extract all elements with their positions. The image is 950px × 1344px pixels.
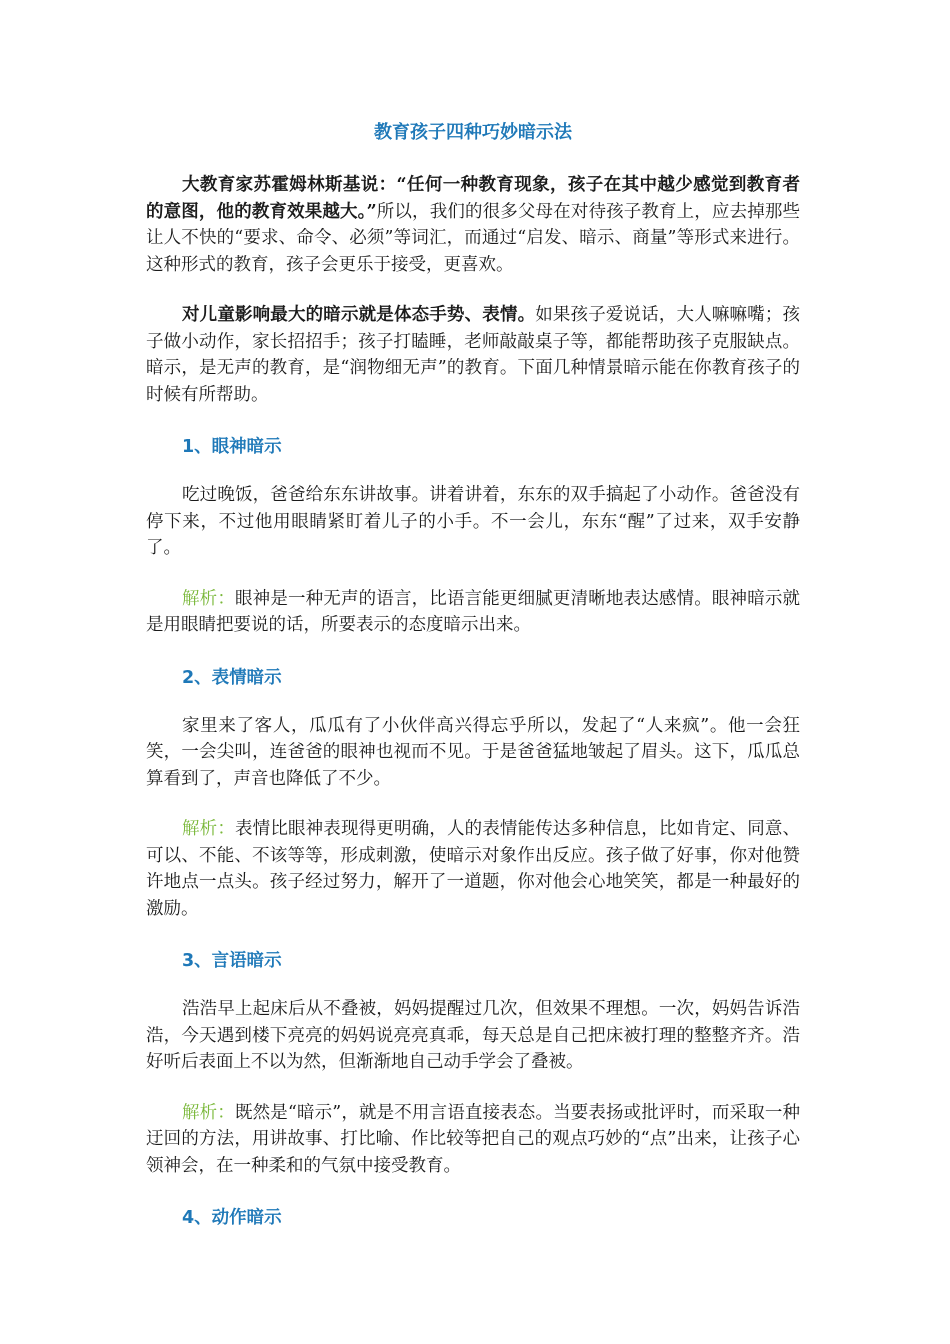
intro-paragraph-2	[146, 302, 800, 408]
analysis-text: 表情比眼神表现得更明确，人的表情能传达多种信息，比如肯定、同意、可以、不能、不该等等，形成刺激，使暗示对象作出反应。孩子做了好事，你对他赞许地点一点头。孩子经过努力，解开了一道题，你对他会心地笑笑，都是一种最好的激励。	[146, 819, 801, 919]
section-story-expression: 家里来了客人，瓜瓜有了小伙伴高兴得忘乎所以，发起了“人来疯”。他一会狂笑，一会尖叫，连爸爸的眼神也视而不见。于是爸爸猛地皱起了眉头。这下，瓜瓜总算看到了，声音也降低了不少。	[146, 715, 800, 789]
section-story-eye: 吃过晚饭，爸爸给东东讲故事。讲着讲着，东东的双手搞起了小动作。爸爸没有停下来，不过他用眼睛紧盯着儿子的小手。不一会儿，东东“醒”了过来，双手安静了。	[146, 485, 800, 558]
section-heading-eye: 1、眼神暗示	[182, 437, 282, 457]
section-story-speech: 浩浩早上起床后从不叠被，妈妈提醒过几次，但效果不理想。一次，妈妈告诉浩浩，今天遇到楼下亮亮的妈妈说亮亮真乖，每天总是自己把床被打理的整整齐齐。浩好听后表面上不以为然，但渐渐地自己动手学会了叠被。	[146, 999, 800, 1072]
intro-1-bold-quote: 大教育家苏霍姆林斯基说：“任何一种教育现象，孩子在其中越少感觉到教育者的意图，他的教育效果越大。”	[146, 175, 800, 222]
intro-1-text: 所以，我们的很多父母在对待孩子教育上，应去掉那些让人不快的“要求、命令、必须”等词汇，而通过“启发、暗示、商量”等形式来进行。这种形式的教育，孩子会更乐于接受，更喜欢。	[146, 201, 800, 275]
document-body	[146, 118, 800, 1253]
section-analysis-expression	[146, 816, 800, 922]
analysis-text: 眼神是一种无声的语言，比语言能更细腻更清晰地表达感情。眼神暗示就是用眼睛把要说的话，所要表示的态度暗示出来。	[146, 588, 801, 635]
section-analysis-speech	[146, 1100, 800, 1180]
page-title: 教育孩子四种巧妙暗示法	[374, 122, 572, 143]
analysis-label: 解析：	[182, 819, 235, 839]
section-heading-expression: 2、表情暗示	[182, 667, 282, 688]
intro-2-text: 如果孩子爱说话，大人嘛嘛嘴；孩子做小动作，家长招招手；孩子打瞌睡，老师敲敲桌子等，都能帮助孩子克服缺点。暗示，是无声的教育，是“润物细无声”的教育。下面几种情景暗示能在你教育孩子的时候有所帮助。	[146, 305, 800, 405]
section-heading-speech: 3、言语暗示	[182, 951, 282, 971]
intro-2-bold-lead: 对儿童影响最大的暗示就是体态手势、表情。	[182, 305, 536, 325]
section-analysis-eye	[146, 586, 800, 639]
intro-paragraph-1	[146, 172, 800, 278]
analysis-label: 解析：	[182, 1102, 235, 1123]
analysis-label: 解析：	[182, 588, 235, 609]
section-heading-action: 4、动作暗示	[182, 1208, 282, 1228]
analysis-text: 既然是“暗示”，就是不用言语直接表态。当要表扬或批评时，而采取一种迂回的方法，用讲故事、打比喻、作比较等把自己的观点巧妙的“点”出来，让孩子心领神会，在一种柔和的气氛中接受教育。	[146, 1102, 800, 1176]
